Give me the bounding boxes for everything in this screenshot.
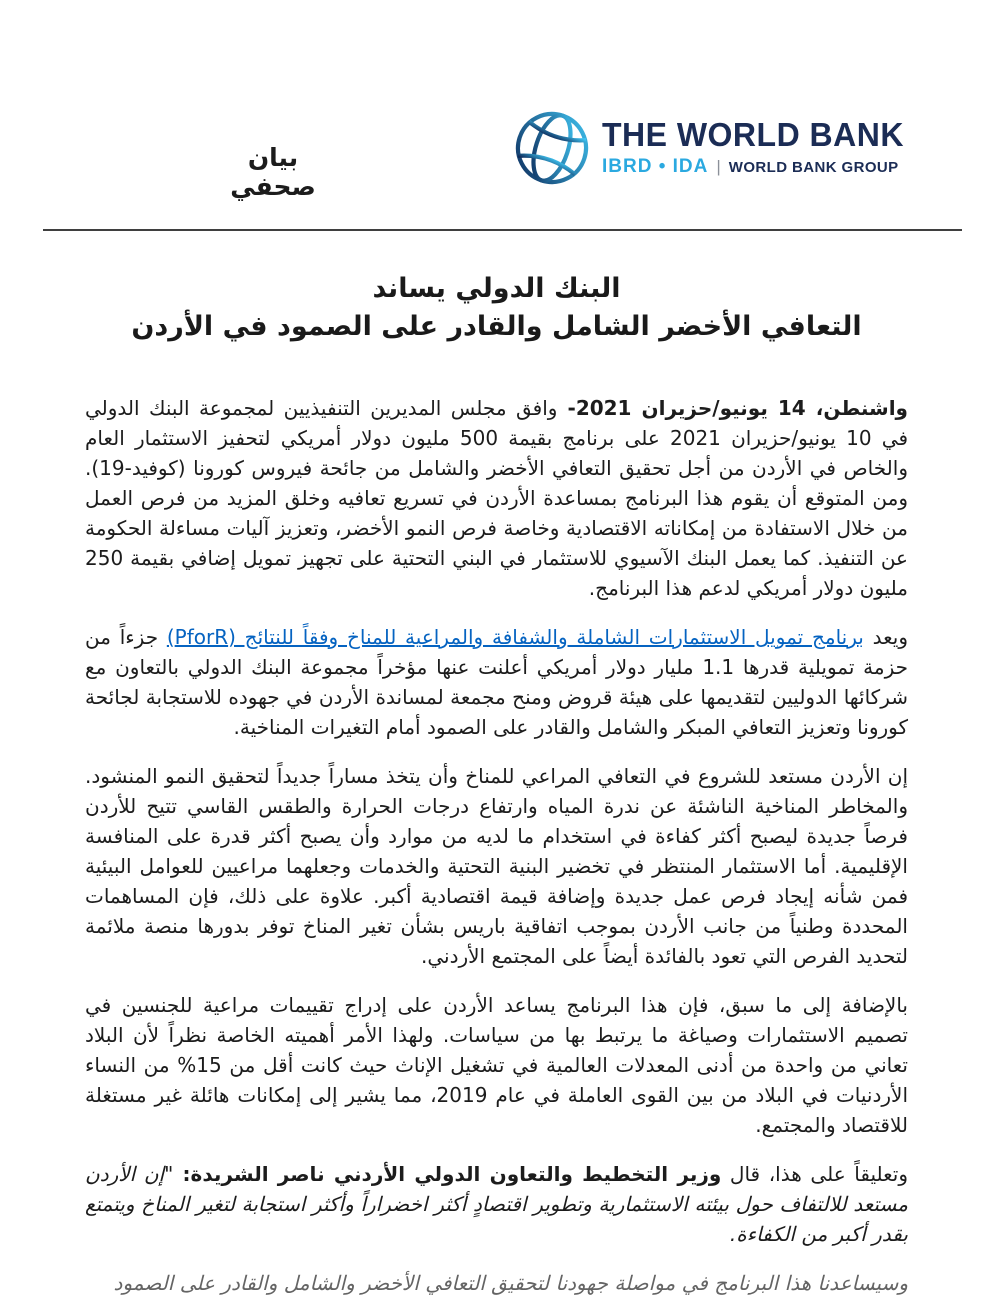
header-divider-rule xyxy=(43,229,962,231)
pforr-program-link[interactable]: برنامج تمويل الاستثمارات الشاملة والشفافة والمراعية للمناخ وفقاً للنتائج (PforR) xyxy=(166,625,864,649)
text-run-normal: إن الأردن مستعد للشروع في التعافي المراعي للمناخ وأن يتخذ مساراً جديداً لتحقيق النمو المنشود. والمخاطر المناخية الناشئة عن ندرة المياه وارتفاع درجات الحرارة والطقس القاسي تتيح للأردن فرصاً جديدة ليصبح أكثر كفاءة في استخدام ما لديه من موارد وأن يصبح أكثر قدرة على المنافسة الإقليمية. أما الاستثمار المنتظر في تخضير البنية التحتية والخدمات وجعلهما مراعيين للعوامل البيئية فمن شأنه إيجاد فرص عمل جديدة وإضافة قيمة اقتصادية أكبر. علاوة على ذلك، فإن المساهمات المحددة وطنياً من جانب الأردن بموجب اتفاقية باريس بشأن تغير المناخ توفر بدورها منصة ملائمة لتحديد الفرص التي تعود بالفائدة أيضاً على المجتمع الأردني. xyxy=(85,764,908,968)
document-title xyxy=(85,270,908,346)
text-run-normal: وتعليقاً على هذا، قال xyxy=(721,1162,909,1186)
article-body xyxy=(85,393,909,1295)
text-run-normal: ويعد xyxy=(863,625,908,649)
paragraph-2 xyxy=(85,622,908,742)
text-run-normal: جزءاً من حزمة تمويلية قدرها 1.1 مليار دولار أمريكي أعلنت عنها مؤخراً مجموعة البنك الدولي بالتعاون مع شركائها الدوليين لتقديمها على هيئة قروض ومنح مجمعة لمساندة الأردن في جهوده للاستجابة لجائحة كورونا وتعزيز التعافي المبكر والشامل والقادر على الصمود أمام التغيرات المناخية. xyxy=(85,625,909,739)
logo-subtitle xyxy=(602,156,913,178)
world-bank-logo xyxy=(512,108,913,188)
world-bank-globe-icon xyxy=(512,108,592,188)
text-run-italic: "إن الأردن مستعد للالتفاف حول بيئته الاستثمارية وتطوير اقتصادٍ أكثر اخضراراً وأكثر استجابة لتغير المناخ ويتمتع بقدر أكبر من الكفاءة. xyxy=(85,1162,909,1246)
logo-title: THE WORLD BANK xyxy=(602,116,904,153)
cutoff-text-line: وسيساعدنا هذا البرنامج في مواصلة جهودنا لتحقيق التعافي الأخضر والشامل والقادر على الصمود xyxy=(113,1271,908,1295)
document-title-line-2: التعافي الأخضر الشامل والقادر على الصمود في الأردن xyxy=(131,311,862,342)
text-run-bold: وزير التخطيط والتعاون الدولي الأردني ناصر الشريدة xyxy=(190,1162,722,1186)
press-release-label: بيان صحفي xyxy=(230,143,316,201)
logo-ibrd-ida: IBRD • IDA xyxy=(602,156,709,177)
paragraph-4 xyxy=(85,990,908,1140)
document-title-line-1: البنك الدولي يساند xyxy=(372,273,621,304)
text-run-bold: واشنطن، 14 يونيو/حزيران 2021- xyxy=(557,396,908,420)
text-run-bold: : xyxy=(173,1162,191,1186)
paragraph-3 xyxy=(85,761,908,971)
text-run-normal: بالإضافة إلى ما سبق، فإن هذا البرنامج يساعد الأردن على إدراج تقييمات مراعية للجنسين في تصميم الاستثمارات وصياغة ما يرتبط بها من سياسات. ولهذا الأمر أهميته الخاصة نظراً لأن البلاد تعاني من واحدة من أدنى المعدلات العالمية في تشغيل الإناث حيث كانت أقل من 15% من النساء الأردنيات في البلاد من بين القوى العاملة في عام 2019، مما يشير إلى إمكانات هائلة غير مستغلة للاقتصاد والمجتمع. xyxy=(85,993,908,1137)
logo-text-block xyxy=(602,118,913,178)
paragraph-5 xyxy=(85,1159,908,1249)
text-run-normal: وافق مجلس المديرين التنفيذيين لمجموعة البنك الدولي في 10 يونيو/حزيران 2021 على برنامج بقيمة 500 مليون دولار أمريكي لتحفيز الاستثمار العام والخاص في الأردن من أجل تحقيق التعافي الأخضر والشامل من جائحة فيروس كورونا (كوفيد-19). ومن المتوقع أن يقوم هذا البرنامج بمساعدة الأردن في تسريع تعافيه وخلق المزيد من فرص العمل من خلال الاستفادة من إمكاناته الاقتصادية وخاصة فرص النمو الأخضر، وتعزيز آليات مساءلة الحكومة عن التنفيذ. كما يعمل البنك الآسيوي للاستثمار في البني التحتية على تجهيز تمويل إضافي بقيمة 250 مليون دولار أمريكي لدعم هذا البرنامج. xyxy=(85,396,909,600)
logo-separator: | xyxy=(716,157,721,176)
logo-world-bank-group: WORLD BANK GROUP xyxy=(728,159,899,176)
paragraph-1 xyxy=(85,393,908,603)
